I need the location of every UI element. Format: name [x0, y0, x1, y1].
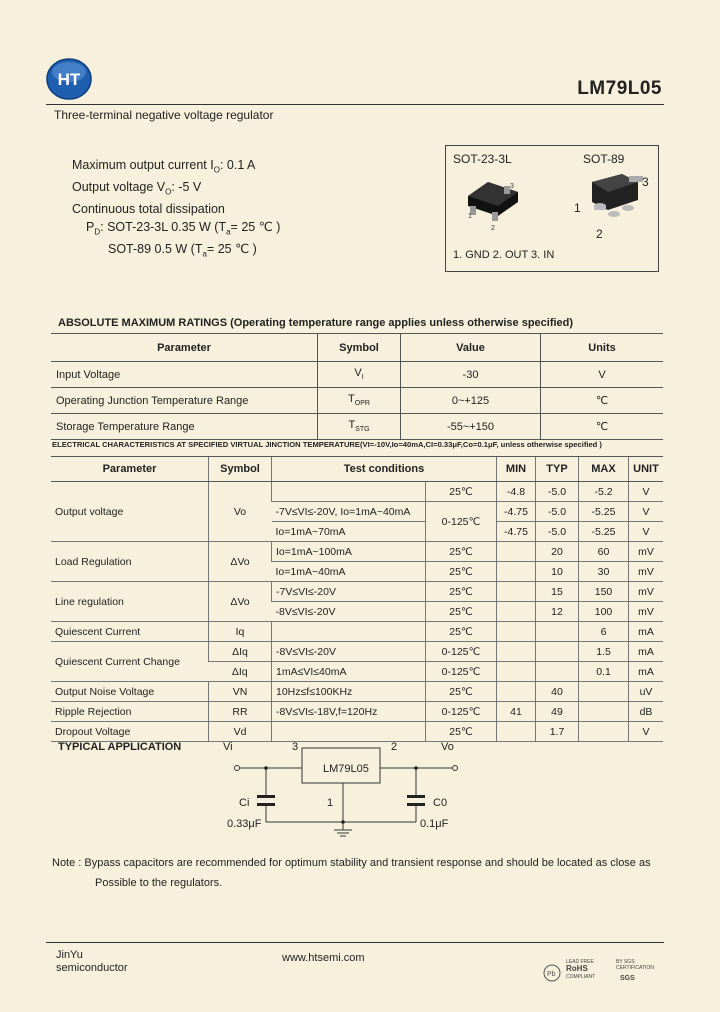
table-row: Input Voltage $V_I$ -30 V	[51, 362, 663, 388]
sot89-pin2: 2	[596, 227, 603, 241]
sgs-line2: CERTIFICATION	[616, 965, 654, 971]
amr-header-row	[51, 334, 663, 362]
pin3-label: 3	[292, 741, 299, 753]
pin-assignment: 1. GND 2. OUT 3. IN	[453, 249, 555, 261]
sot23-pin2: 2	[491, 225, 495, 232]
sot89-pin1: 1	[574, 201, 581, 215]
amr-title: ABSOLUTE MAXIMUM RATINGS (Operating temperature range applies unless otherwise specified)	[58, 317, 574, 329]
ec-header-row: Parameter Symbol Test conditions MIN TYP MAX UNIT	[51, 457, 663, 482]
package-drawings	[446, 168, 656, 246]
ci-value: 0.33μF	[227, 818, 262, 830]
svg-text:Pb: Pb	[547, 971, 556, 978]
feature-dissipation-title: Continuous total dissipation	[72, 202, 225, 216]
ec-title: ELECTRICAL CHARACTERISTICS AT SPECIFIED VIRTUAL JINCTION TEMPERATURE(VI=-10V,Io=40mA,CI=0.33μF,Co=0.1μF, unless otherwise specified )	[52, 440, 602, 449]
co-label: C0	[433, 797, 448, 809]
website-link[interactable]: www.htsemi.com	[282, 952, 365, 964]
sgs-line1: BY SGS	[616, 959, 635, 965]
ec-table	[51, 456, 663, 742]
table-row: Quiescent Current Iq 25℃ 6 mA	[51, 622, 663, 642]
feature-sot89-dissipation: SOT-89 0.5 W ($T_a= 25$ ℃ )	[108, 241, 257, 258]
amr-col-parameter: Parameter	[51, 334, 318, 362]
table-row: ΔIq 1mA≤VI≤40mA 0-125℃ 0.1 mA	[51, 662, 663, 682]
rohs-sgs-badge	[542, 955, 667, 995]
sot89-package-image	[574, 174, 649, 241]
table-row: Load Regulation ΔVo Io=1mA~100mA 25℃ 20 60 mV	[51, 542, 663, 562]
rohs-line1: LEAD FREE	[566, 959, 594, 965]
part-number: LM79L05	[577, 78, 662, 99]
rohs-line3: COMPLIANT	[566, 974, 596, 980]
sot89-pin3: 3	[642, 175, 649, 189]
table-row: Io=1mA~40mA 25℃ 10 30 mV	[51, 562, 663, 582]
amr-col-units: Units	[541, 334, 664, 362]
table-row: Output Noise Voltage VN 10Hz≤f≤100KHz 25℃ 40 uV	[51, 682, 663, 702]
amr-col-value: Value	[401, 334, 541, 362]
table-row: Quiescent Current Change ΔIq -8V≤VI≤-20V 0-125℃ 1.5 mA	[51, 642, 663, 662]
amr-col-symbol: Symbol	[318, 334, 401, 362]
table-row: -8V≤VI≤-20V 25℃ 12 100 mV	[51, 602, 663, 622]
note-line1: Note : Bypass capacitors are recommended for optimum stability and transient response and should be located as close as	[52, 857, 651, 869]
device-description: Three-terminal negative voltage regulator	[54, 108, 274, 122]
sot23-package-image	[468, 182, 518, 232]
table-row: Ripple Rejection RR -8V≤VI≤-18V,f=120Hz 0-125℃ 41 49 dB	[51, 702, 663, 722]
table-row: -7V≤VI≤-20V, Io=1mA~40mA 0-125℃ -4.75 -5.0 -5.25 V	[51, 502, 663, 522]
company-name: JinYu semiconductor	[56, 949, 128, 974]
footer-divider	[46, 942, 664, 943]
table-row: Storage Temperature Range $T_{STG}$ -55~+150 ℃	[51, 414, 663, 440]
note-line2: Possible to the regulators.	[95, 877, 223, 889]
company-logo	[46, 58, 92, 100]
feature-output-voltage: Output voltage $V_O$: -5 V	[72, 180, 202, 197]
vo-label: Vo	[441, 741, 454, 753]
sot23-pin1: 1	[468, 213, 472, 220]
logo-text: HT	[57, 70, 81, 89]
header-divider	[46, 104, 664, 105]
typical-application-title: TYPICAL APPLICATION	[58, 741, 182, 753]
table-row: Operating Junction Temperature Range $T_{OPR}$ 0~+125 ℃	[51, 388, 663, 414]
feature-sot23-dissipation: $P_D$: SOT-23-3L 0.35 W ($T_a= 25$ ℃ )	[86, 219, 281, 236]
features-list	[72, 157, 280, 263]
co-value: 0.1μF	[420, 818, 449, 830]
table-row: Line regulation ΔVo -7V≤VI≤-20V 25℃ 15 150 mV	[51, 582, 663, 602]
feature-max-current: Maximum output current $I_O$: 0.1 A	[72, 158, 256, 175]
table-row: Dropout Voltage Vd 25℃ 1.7 V	[51, 722, 663, 742]
application-note	[52, 853, 651, 893]
table-row: Output voltage Vo 25℃ -4.8 -5.0 -5.2 V	[51, 482, 663, 502]
rohs-line2: RoHS	[566, 964, 588, 973]
table-row: Io=1mA~70mA -4.75 -5.0 -5.25 V	[51, 522, 663, 542]
vi-label: Vi	[223, 741, 233, 753]
application-circuit	[215, 738, 475, 838]
chip-label: LM79L05	[323, 763, 369, 775]
package-sot23-label: SOT-23-3L	[453, 152, 512, 166]
sgs-line3: SGS	[620, 975, 635, 982]
package-sot89-label: SOT-89	[583, 152, 625, 166]
pin1-label: 1	[327, 797, 334, 809]
ci-label: Ci	[239, 797, 250, 809]
pin2-label: 2	[391, 741, 398, 753]
sot23-pin3: 3	[510, 183, 514, 190]
amr-table	[51, 333, 663, 440]
